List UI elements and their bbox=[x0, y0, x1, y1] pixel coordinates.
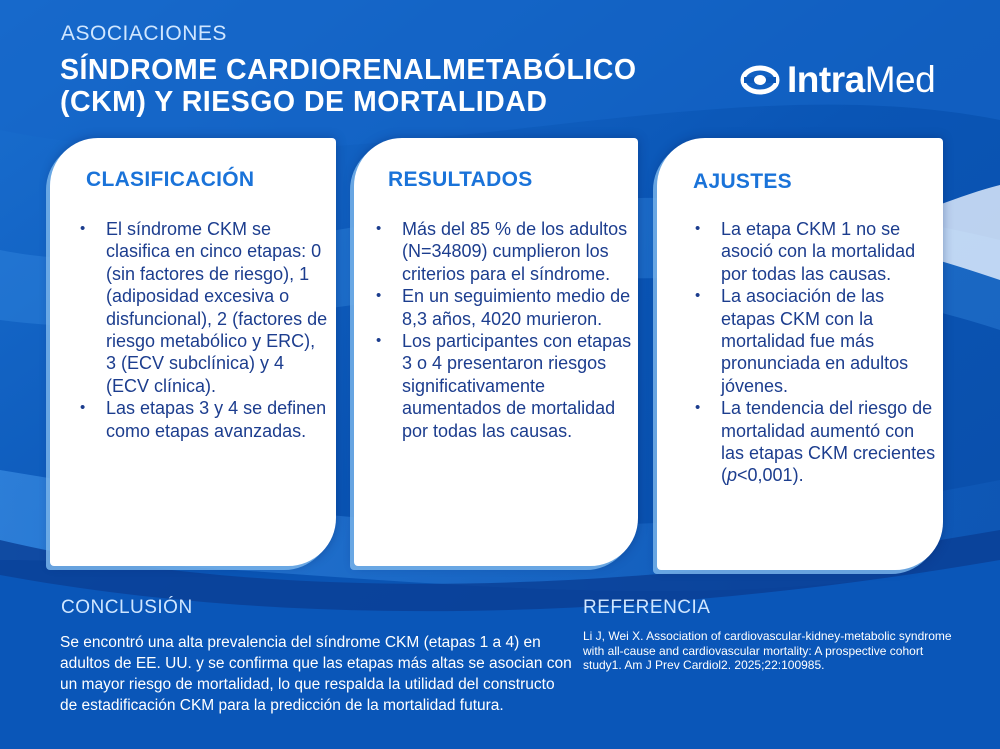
list-item: • Las etapas 3 y 4 se definen como etapas avanzadas. bbox=[78, 397, 330, 442]
intramed-wordmark: IntraMed bbox=[787, 59, 936, 100]
card-list bbox=[374, 218, 632, 442]
list-item: • Más del 85 % de los adultos (N=34809) cumplieron los criterios para el síndrome. bbox=[374, 218, 632, 285]
card-list bbox=[78, 218, 330, 442]
conclusion-text: Se encontró una alta prevalencia del síndrome CKM (etapas 1 a 4) en adultos de EE. UU. y se confirma que las etapas más altas se asocian con un mayor riesgo de mortalidad, lo que respalda la utilidad del constructo de estadificación CKM para la predicción de la mortalidad futura. bbox=[60, 634, 572, 714]
intramed-logo-icon bbox=[740, 65, 780, 95]
card-resultados bbox=[354, 138, 638, 566]
list-item: • La etapa CKM 1 no se asoció con la mortalidad por todas las causas. bbox=[693, 218, 939, 285]
page-title-line-1: SÍNDROME CARDIORENALMETABÓLICO bbox=[60, 54, 637, 86]
intramed-logo bbox=[740, 58, 935, 102]
list-item: • El síndrome CKM se clasifica en cinco etapas: 0 (sin factores de riesgo), 1 (adiposidad excesiva o disfuncional), 2 (factores de riesgo metabólico y ERC), 3 (ECV subclínica) y 4 (ECV clínica). bbox=[78, 218, 330, 397]
card-title: RESULTADOS bbox=[388, 168, 533, 191]
page-title bbox=[60, 54, 720, 118]
list-item: • Los participantes con etapas 3 o 4 presentaron riesgos significativamente aumentados de mortalidad por todas las causas. bbox=[374, 330, 632, 442]
page-title-line-2: (CKM) Y RIESGO DE MORTALIDAD bbox=[60, 86, 548, 118]
card-clasificacion bbox=[50, 138, 336, 566]
conclusion-title: CONCLUSIÓN bbox=[61, 597, 193, 618]
list-item: • La asociación de las etapas CKM con la mortalidad fue más pronunciada en adultos jóvenes. bbox=[693, 285, 939, 397]
list-item: • La tendencia del riesgo de mortalidad aumentó con las etapas CKM crecientes (p<0,001). bbox=[693, 397, 939, 487]
card-title: AJUSTES bbox=[693, 170, 792, 193]
section-kicker: ASOCIACIONES bbox=[61, 22, 227, 45]
card-list bbox=[693, 218, 939, 487]
list-item: • En un seguimiento medio de 8,3 años, 4020 murieron. bbox=[374, 285, 632, 330]
reference-text: Li J, Wei X. Association of cardiovascular-kidney-metabolic syndrome with all-cause and cardiovascular mortality: A prospective cohort study1. Am J Prev Cardiol2. 2025;22:100985. bbox=[583, 629, 952, 673]
card-title: CLASIFICACIÓN bbox=[86, 168, 255, 191]
reference-title: REFERENCIA bbox=[583, 597, 711, 618]
card-ajustes bbox=[657, 138, 943, 570]
